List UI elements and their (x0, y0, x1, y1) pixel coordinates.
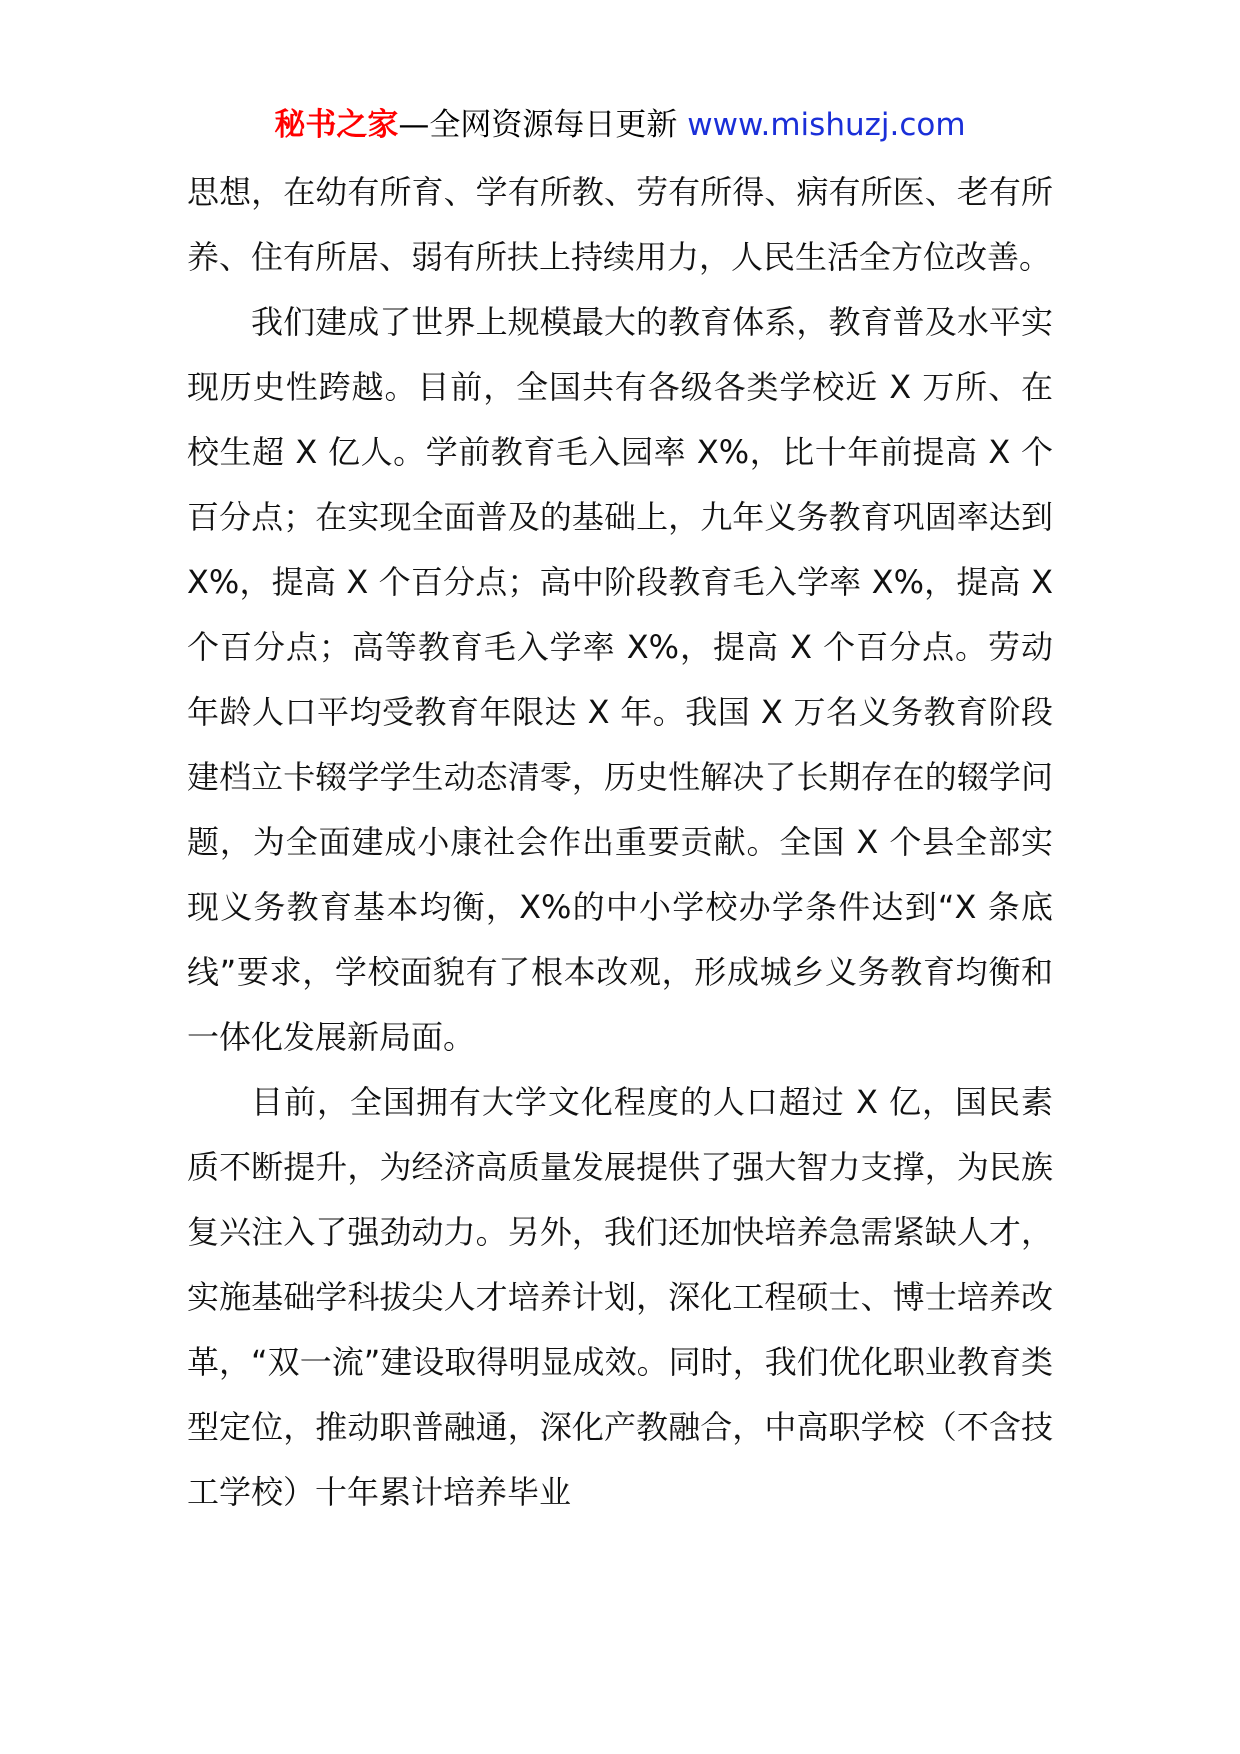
paragraph-education-system: 我们建成了世界上规模最大的教育体系，教育普及水平实现历史性跨越。目前，全国共有各级各类学校近 X 万所、在校生超 X 亿人。学前教育毛入园率 X%，比十年前提高 X 个百分点；在实现全面普及的基础上，九年义务教育巩固率达到 X%，提高 X 个百分点；高中阶段教育毛入学率 X%，提高 X 个百分点；高等教育毛入学率 X%，提高 X 个百分点。劳动年龄人口平均受教育年限达 X 年。我国 X 万名义务教育阶段建档立卡辍学学生动态清零，历史性解决了长期存在的辍学问题，为全面建成小康社会作出重要贡献。全国 X 个县全部实现义务教育基本均衡，X%的中小学校办学条件达到“X 条底线”要求，学校面貌有了根本改观，形成城乡义务教育均衡和一体化发展新局面。 (187, 303, 1053, 1056)
brand-name: 秘书之家 (274, 107, 399, 143)
paragraph-continuation: 思想，在幼有所育、学有所教、劳有所得、病有所医、老有所养、住有所居、弱有所扶上持续用力，人民生活全方位改善。 (187, 173, 1053, 276)
page-header (0, 100, 1240, 150)
document-body (187, 160, 1053, 1525)
header-slogan: —全网资源每日更新 (398, 107, 678, 143)
site-url-link[interactable]: www.mishuzj.com (687, 107, 966, 143)
paragraph-talent-training: 目前，全国拥有大学文化程度的人口超过 X 亿，国民素质不断提升，为经济高质量发展提供了强大智力支撑，为民族复兴注入了强劲动力。另外，我们还加快培养急需紧缺人才，实施基础学科拔尖人才培养计划，深化工程硕士、博士培养改革，“双一流”建设取得明显成效。同时，我们优化职业教育类型定位，推动职普融通，深化产教融合，中高职学校（不含技工学校）十年累计培养毕业 (187, 1083, 1053, 1511)
